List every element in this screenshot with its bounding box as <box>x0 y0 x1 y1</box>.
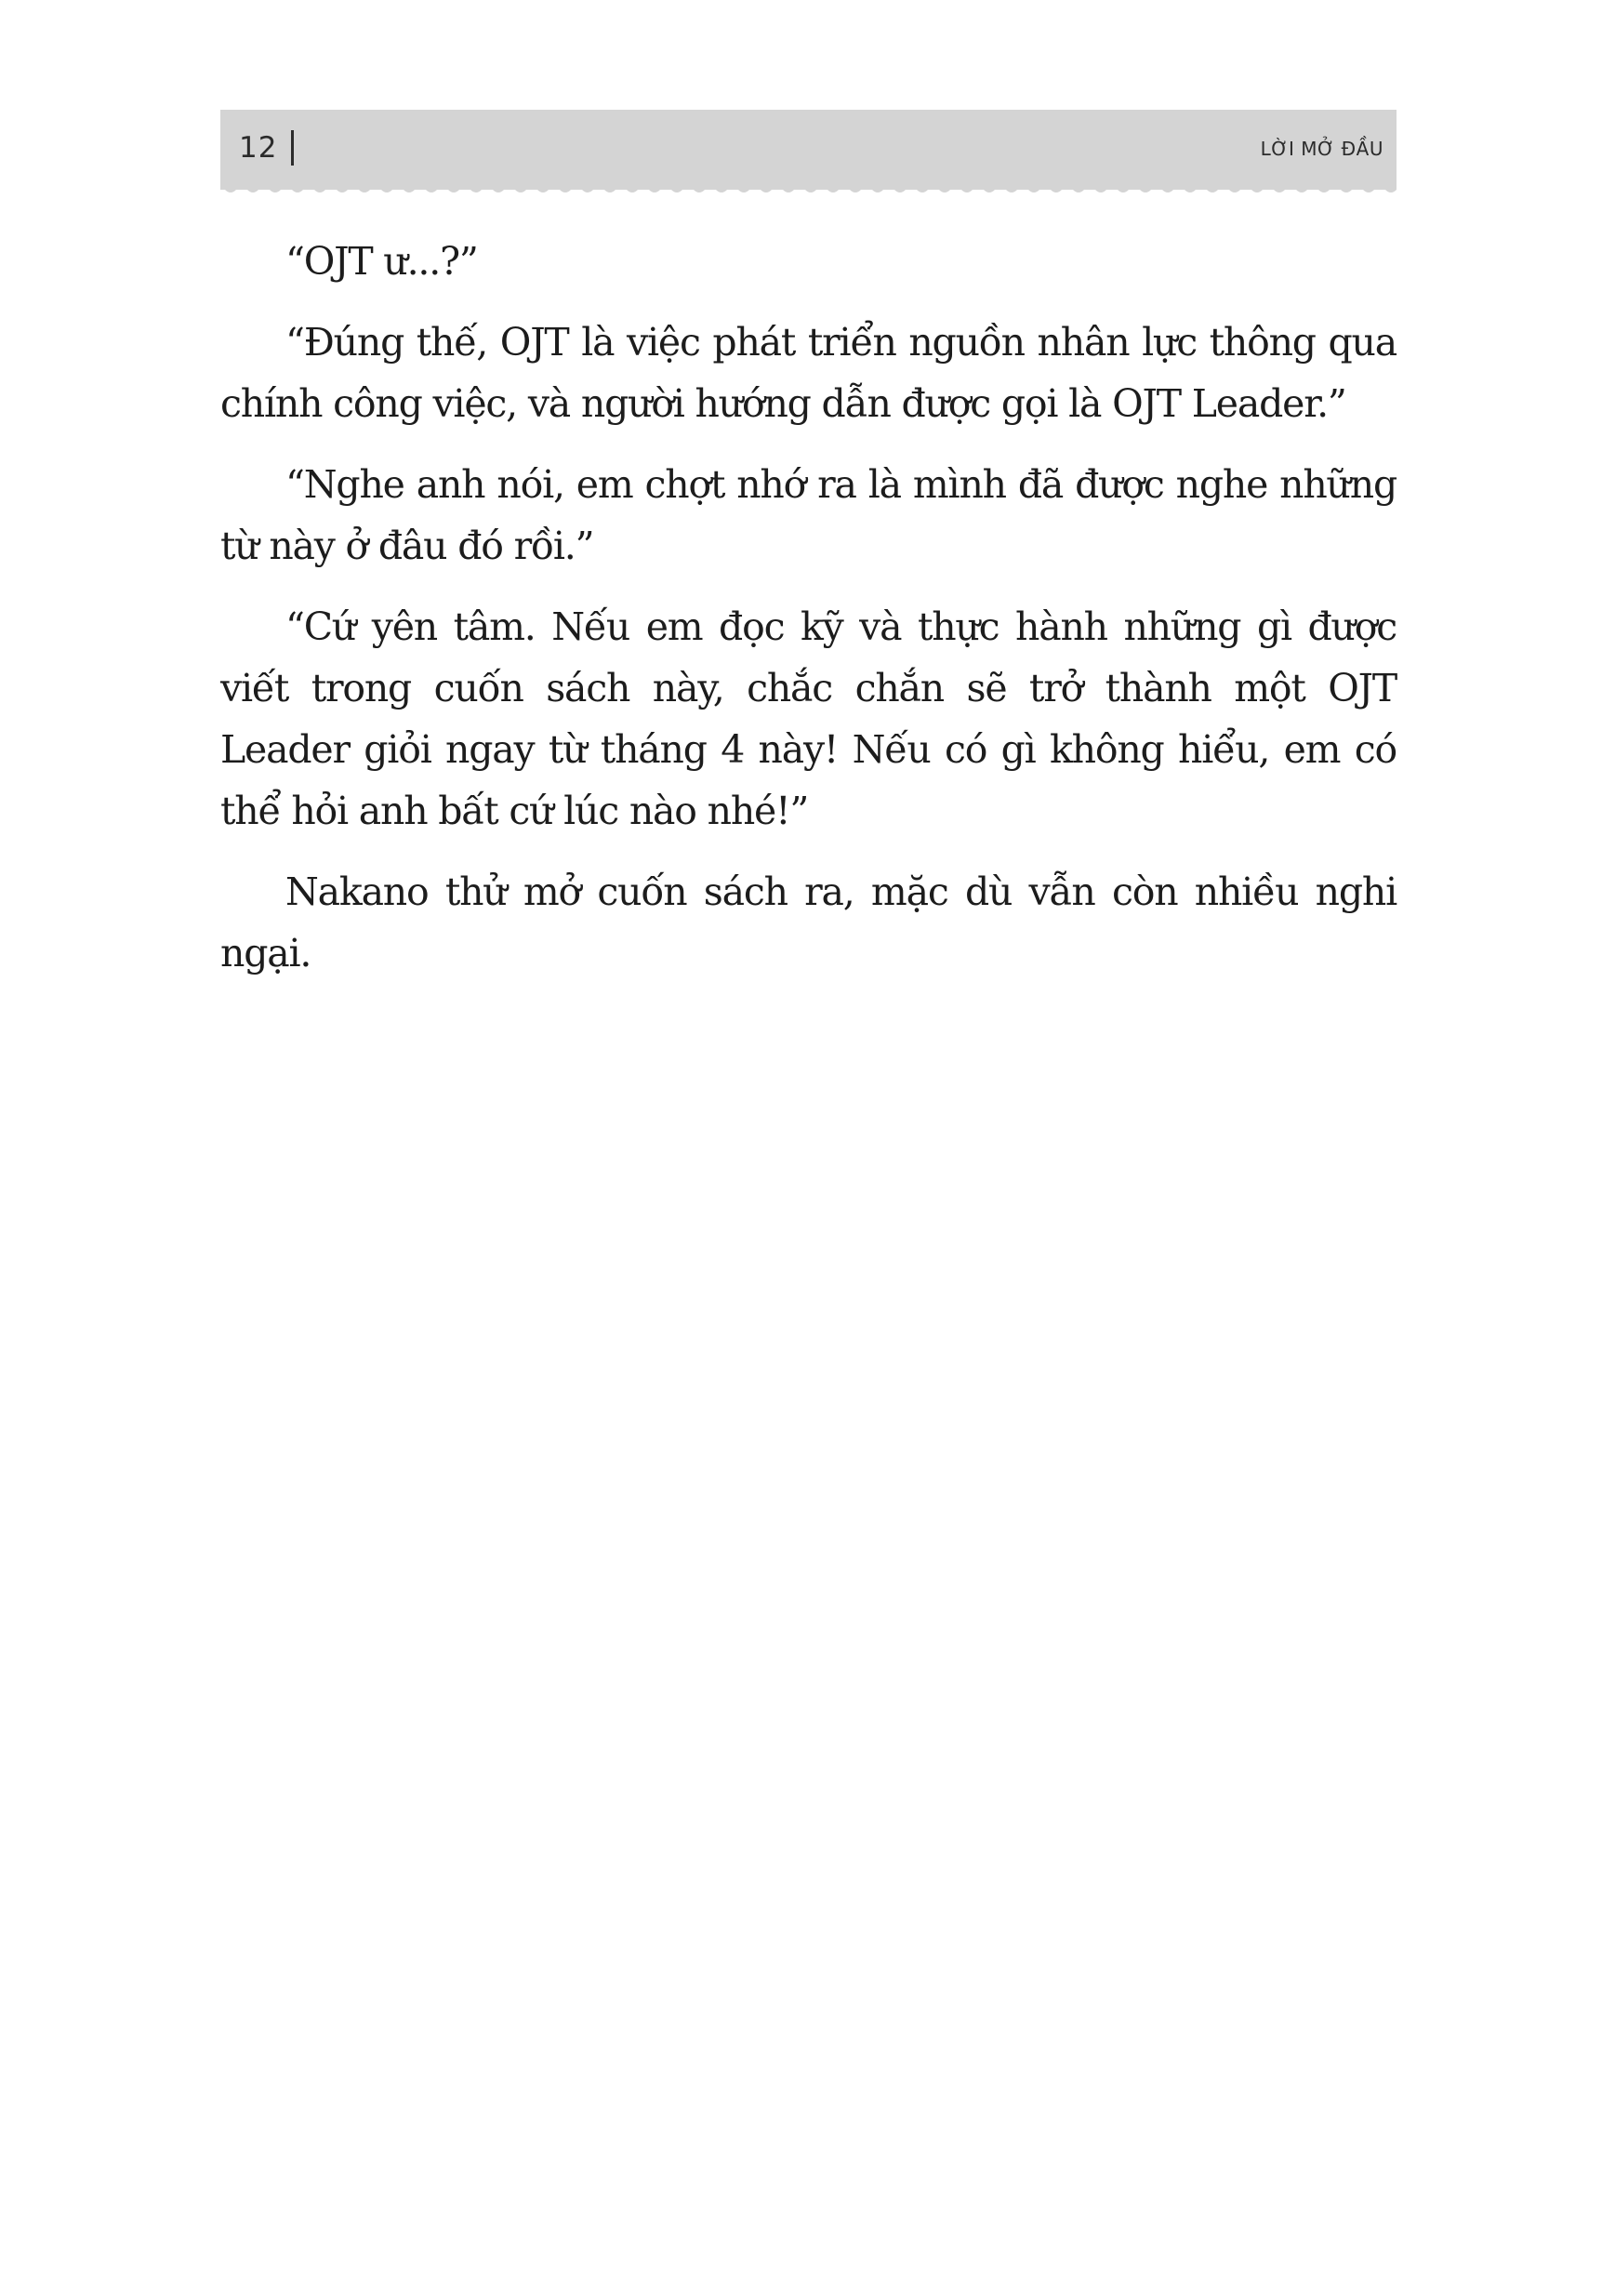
running-title: LỜI MỞ ĐẦU <box>1260 138 1383 160</box>
page-header <box>220 110 1397 190</box>
paragraph: “Nghe anh nói, em chợt nhớ ra là mình đã được nghe những từ này ở đâu đó rồi.” <box>220 462 1397 568</box>
body-text <box>220 231 1397 1003</box>
header-divider <box>291 130 294 166</box>
paragraph: Nakano thử mở cuốn sách ra, mặc dù vẫn còn nhiều nghi ngại. <box>220 869 1397 975</box>
header-wavy-edge <box>220 186 1397 195</box>
paragraph: “Cứ yên tâm. Nếu em đọc kỹ và thực hành những gì được viết trong cuốn sách này, chắc chắn sẽ trở thành một OJT Leader giỏi ngay từ tháng 4 này! Nếu có gì không hiểu, em có thể hỏi anh bất cứ lúc nào nhé!” <box>220 604 1397 833</box>
paragraph: “Đúng thế, OJT là việc phát triển nguồn nhân lực thông qua chính công việc, và người hướng dẫn được gọi là OJT Leader.” <box>220 320 1397 426</box>
page-number: 12 <box>239 131 278 165</box>
paragraph: “OJT ư...?” <box>285 239 478 284</box>
